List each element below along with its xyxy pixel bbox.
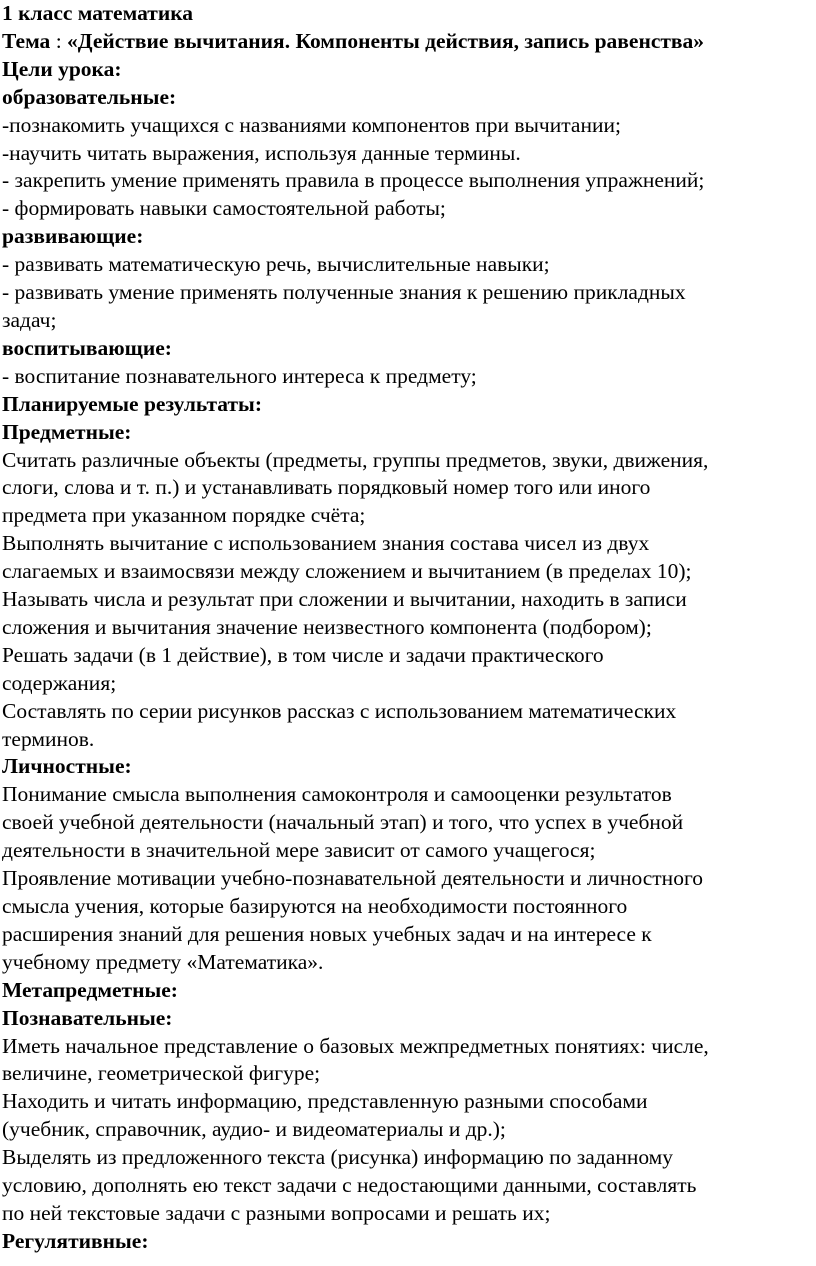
doc-header: 1 класс математика — [2, 1, 194, 25]
subject-line: Решать задачи (в 1 действие), в том числе и задачи практического — [2, 642, 604, 667]
metasubject-heading: Метапредметные: — [2, 977, 178, 1002]
subject-line: Составлять по серии рисунков рассказ с использованием математических — [2, 698, 677, 723]
subject-line: сложения и вычитания значение неизвестного компонента (подбором); — [2, 614, 652, 639]
cognitive-line: Иметь начальное представление о базовых межпредметных понятиях: числе, — [2, 1033, 709, 1058]
regulatory-heading: Регулятивные: — [2, 1228, 149, 1253]
upbringing-item: - воспитание познавательного интереса к предмету; — [2, 363, 477, 388]
educational-item: -познакомить учащихся с названиями компонентов при вычитании; — [2, 112, 621, 137]
cognitive-line: по ней текстовые задачи с разными вопросами и решать их; — [2, 1200, 551, 1225]
topic-sep: : — [50, 28, 68, 53]
educational-item: -научить читать выражения, используя данные термины. — [2, 140, 521, 165]
personal-line: деятельности в значительной мере зависит от самого учащегося; — [2, 838, 596, 863]
cognitive-line: условию, дополнять ею текст задачи с недостающими данными, составлять — [2, 1173, 697, 1198]
developmental-item: - развивать умение применять полученные знания к решению прикладных — [2, 280, 686, 305]
planned-results-heading: Планируемые результаты: — [2, 391, 263, 416]
cognitive-line: (учебник, справочник, аудио- и видеоматериалы и др.); — [2, 1117, 506, 1142]
subject-line: Называть числа и результат при сложении и вычитании, находить в записи — [2, 587, 687, 612]
subject-line: Выполнять вычитание с использованием знания состава чисел из двух — [2, 531, 650, 556]
personal-heading: Личностные: — [2, 754, 132, 779]
personal-line: Проявление мотивации учебно-познавательной деятельности и личностного — [2, 866, 703, 891]
upbringing-heading: воспитывающие: — [2, 335, 172, 360]
personal-line: Понимание смысла выполнения самоконтроля и самооценки результатов — [2, 782, 672, 807]
cognitive-line: Находить и читать информацию, представленную разными способами — [2, 1089, 648, 1114]
goals-heading: Цели урока: — [2, 56, 122, 81]
cognitive-line: Выделять из предложенного текста (рисунка) информацию по заданному — [2, 1145, 674, 1170]
subject-line: слагаемых и взаимосвязи между сложением и вычитанием (в пределах 10); — [2, 559, 692, 584]
personal-line: своей учебной деятельности (начальный этап) и того, что успех в учебной — [2, 810, 684, 835]
subject-line: содержания; — [2, 670, 117, 695]
topic-value: «Действие вычитания. Компоненты действия, запись равенства» — [67, 28, 705, 53]
personal-line: учебному предмету «Математика». — [2, 949, 324, 974]
educational-heading: образовательные: — [2, 84, 177, 109]
cognitive-line: величине, геометрической фигуре; — [2, 1061, 321, 1086]
educational-item: - закрепить умение применять правила в процессе выполнения упражнений; — [2, 168, 705, 193]
cognitive-heading: Познавательные: — [2, 1005, 173, 1030]
subject-line: терминов. — [2, 726, 95, 751]
topic-line — [2, 28, 816, 56]
educational-item: - формировать навыки самостоятельной работы; — [2, 196, 446, 221]
subject-line: слоги, слова и т. п.) и устанавливать порядковый номер того или иного — [2, 475, 651, 500]
developmental-item: задач; — [2, 307, 57, 332]
developmental-item: - развивать математическую речь, вычислительные навыки; — [2, 252, 550, 277]
topic-label: Тема — [2, 28, 51, 53]
subject-line: предмета при указанном порядке счёта; — [2, 503, 366, 528]
personal-line: расширения знаний для решения новых учебных задач и на интересе к — [2, 921, 652, 946]
developmental-heading: развивающие: — [2, 224, 144, 249]
subject-line: Считать различные объекты (предметы, группы предметов, звуки, движения, — [2, 447, 709, 472]
personal-line: смысла учения, которые базируются на необходимости постоянного — [2, 894, 628, 918]
subject-heading: Предметные: — [2, 419, 132, 444]
